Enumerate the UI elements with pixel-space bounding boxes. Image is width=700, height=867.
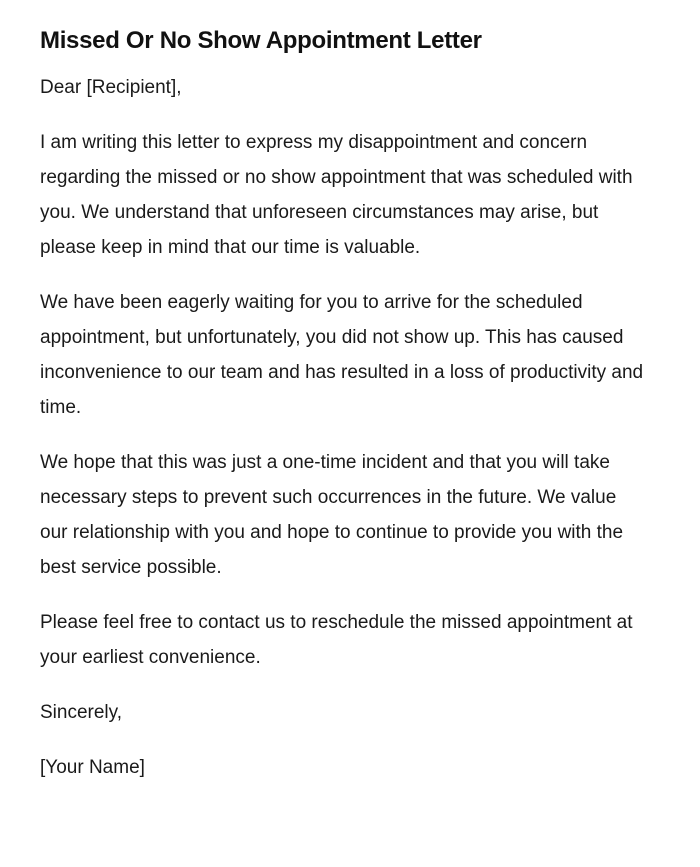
letter-paragraph-3: We hope that this was just a one-time incident and that you will take necessary steps to prevent such occurrences in the future. We value our relationship with you and hope to continue to provide you with the best service possible. [40, 452, 624, 578]
letter-signature: [Your Name] [40, 757, 145, 778]
letter-paragraph-1: I am writing this letter to express my disappointment and concern regarding the missed or no show appointment that was scheduled with you. We understand that unforeseen circumstances may arise, but please keep in mind that our time is valuable. [40, 132, 633, 258]
letter-paragraph-2: We have been eagerly waiting for you to arrive for the scheduled appointment, but unfortunately, you did not show up. This has caused inconvenience to our team and has resulted in a loss of productivity and time. [40, 292, 644, 418]
letter-paragraph-4: Please feel free to contact us to reschedule the missed appointment at your earliest convenience. [40, 612, 633, 668]
letter-salutation: Dear [Recipient], [40, 77, 182, 98]
letter-title: Missed Or No Show Appointment Letter [40, 27, 482, 54]
letter-document [40, 24, 648, 805]
letter-closing: Sincerely, [40, 702, 123, 723]
